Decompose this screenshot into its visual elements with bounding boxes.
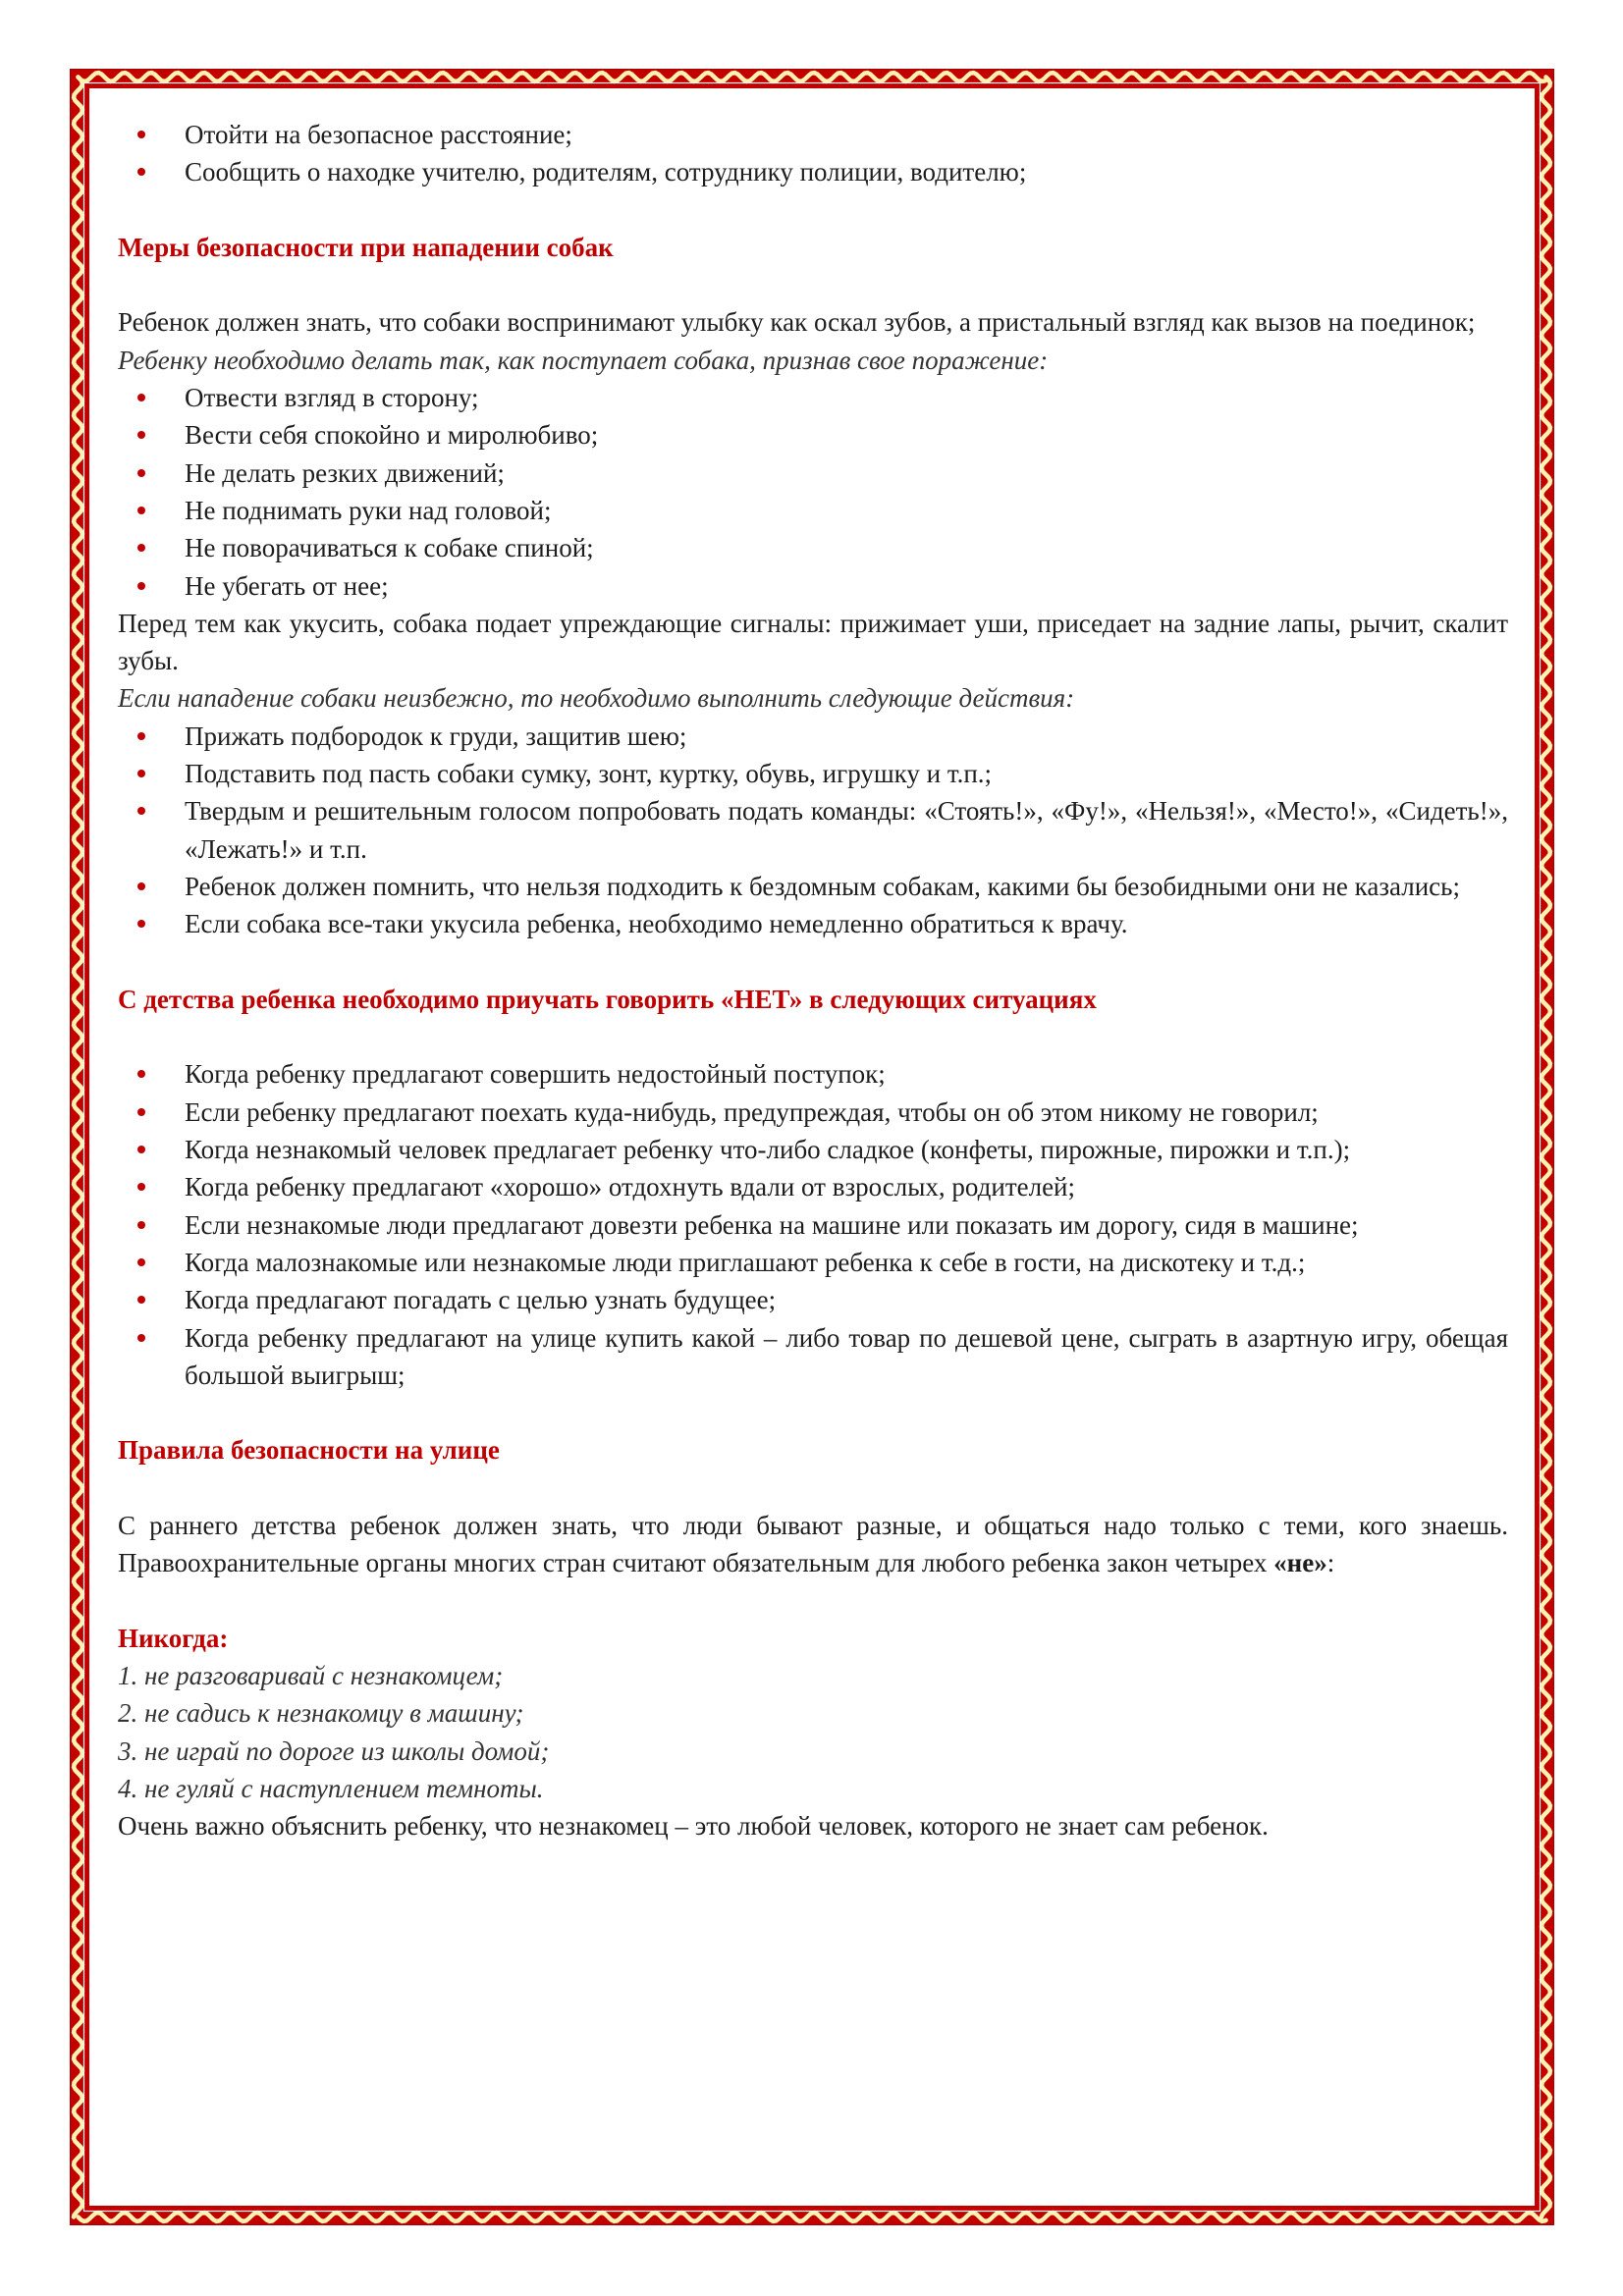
list-item: Если ребенку предлагают поехать куда-нибудь, предупреждая, чтобы он об этом никому не говорил; [118,1094,1508,1131]
bullet-icon [137,1108,145,1116]
bullet-icon [137,431,145,439]
list-item: Когда ребенку предлагают «хорошо» отдохнуть вдали от взрослых, родителей; [118,1168,1508,1205]
list-item: Подставить под пасть собаки сумку, зонт, куртку, обувь, игрушку и т.п.; [118,755,1508,792]
list-item: 1. не разговаривай с незнакомцем; [118,1661,504,1691]
list-item: Сообщить о находке учителю, родителям, сотруднику полиции, водителю; [118,153,1508,190]
list-item: Отвести взгляд в сторону; [118,379,1508,416]
bullet-icon [137,168,145,176]
list-item: Когда ребенку предлагают совершить недостойный поступок; [118,1055,1508,1093]
list-item: Когда малознакомые или незнакомые люди приглашают ребенка к себе в гости, на дискотеку и т.д.; [118,1244,1508,1281]
bullet-icon [137,1146,145,1153]
bullet-icon [137,1070,145,1078]
list-item: Когда незнакомый человек предлагает ребенку что-либо сладкое (конфеты, пирожные, пирожки и т.п.); [118,1131,1508,1168]
document-body [118,116,1508,1845]
dogs-paragraph-2: Перед тем как укусить, собака подает упреждающие сигналы: прижимает уши, приседает на задние лапы, рычит, скалит зубы. [118,608,1508,676]
bullet-icon [137,1221,145,1229]
street-paragraph: С раннего детства ребенок должен знать, что люди бывают разные, и общаться надо только с теми, кого знаешь. Правоохранительные органы многих стран считают обязательным для любого ребенка закон четырех «не»: [118,1510,1508,1578]
list-item: Когда ребенку предлагают на улице купить какой – либо товар по дешевой цене, сыграть в азартную игру, обещая большой выигрыш; [118,1319,1508,1395]
four-no-emphasis: «не» [1273,1548,1327,1578]
closing-paragraph: Очень важно объяснить ребенку, что незнакомец – это любой человек, которого не знает сам ребенок. [118,1811,1269,1842]
section-heading-dogs: Меры безопасности при нападении собак [118,232,614,262]
bullet-icon [137,807,145,815]
bullet-icon [137,770,145,777]
list-item: Прижать подбородок к груди, защитив шею; [118,718,1508,755]
list-item: Ребенок должен помнить, что нельзя подходить к бездомным собакам, какими бы безобидными они не казались; [118,868,1508,905]
list-item: Вести себя спокойно и миролюбиво; [118,416,1508,454]
section-heading-say-no: С детства ребенка необходимо приучать говорить «НЕТ» в следующих ситуациях [118,984,1097,1014]
dogs-bullet-list-2 [118,718,1508,943]
bullet-icon [137,507,145,514]
list-item: Когда предлагают погадать с целью узнать будущее; [118,1281,1508,1318]
intro-bullet-list [118,116,1508,191]
dogs-paragraph-1: Ребенок должен знать, что собаки воспринимают улыбку как оскал зубов, а пристальный взгляд как вызов на поединок; [118,307,1476,338]
bullet-icon [137,1183,145,1191]
never-heading: Никогда: [118,1623,229,1653]
bullet-icon [137,920,145,928]
list-item: Отойти на безопасное расстояние; [118,116,1508,153]
bullet-icon [137,582,145,590]
dogs-bullet-list-1 [118,379,1508,605]
section-heading-street: Правила безопасности на улице [118,1435,500,1466]
list-item: Если незнакомые люди предлагают довезти ребенка на машине или показать им дорогу, сидя в машине; [118,1206,1508,1244]
bullet-icon [137,1296,145,1304]
list-item: 4. не гуляй с наступлением темноты. [118,1774,544,1804]
bullet-icon [137,1258,145,1266]
bullet-icon [137,469,145,477]
dogs-italic-1: Ребенку необходимо делать так, как поступает собака, признав свое поражение: [118,345,1049,375]
list-item: Не убегать от нее; [118,567,1508,605]
list-item: Твердым и решительным голосом попробовать подать команды: «Стоять!», «Фу!», «Нельзя!», «Место!», «Сидеть!», «Лежать!» и т.п. [118,792,1508,868]
bullet-icon [137,1334,145,1342]
list-item: Не делать резких движений; [118,454,1508,492]
bullet-icon [137,394,145,401]
never-rules-list [118,1657,1508,1807]
bullet-icon [137,732,145,740]
bullet-icon [137,882,145,890]
say-no-bullet-list [118,1055,1508,1394]
list-item: Если собака все-таки укусила ребенка, необходимо немедленно обратиться к врачу. [118,905,1508,942]
list-item: Не поворачиваться к собаке спиной; [118,529,1508,566]
bullet-icon [137,131,145,138]
list-item: 3. не играй по дороге из школы домой; [118,1735,550,1766]
list-item: 2. не садись к незнакомцу в машину; [118,1698,524,1729]
dogs-italic-2: Если нападение собаки неизбежно, то необходимо выполнить следующие действия: [118,683,1075,714]
list-item: Не поднимать руки над головой; [118,492,1508,529]
bullet-icon [137,544,145,552]
